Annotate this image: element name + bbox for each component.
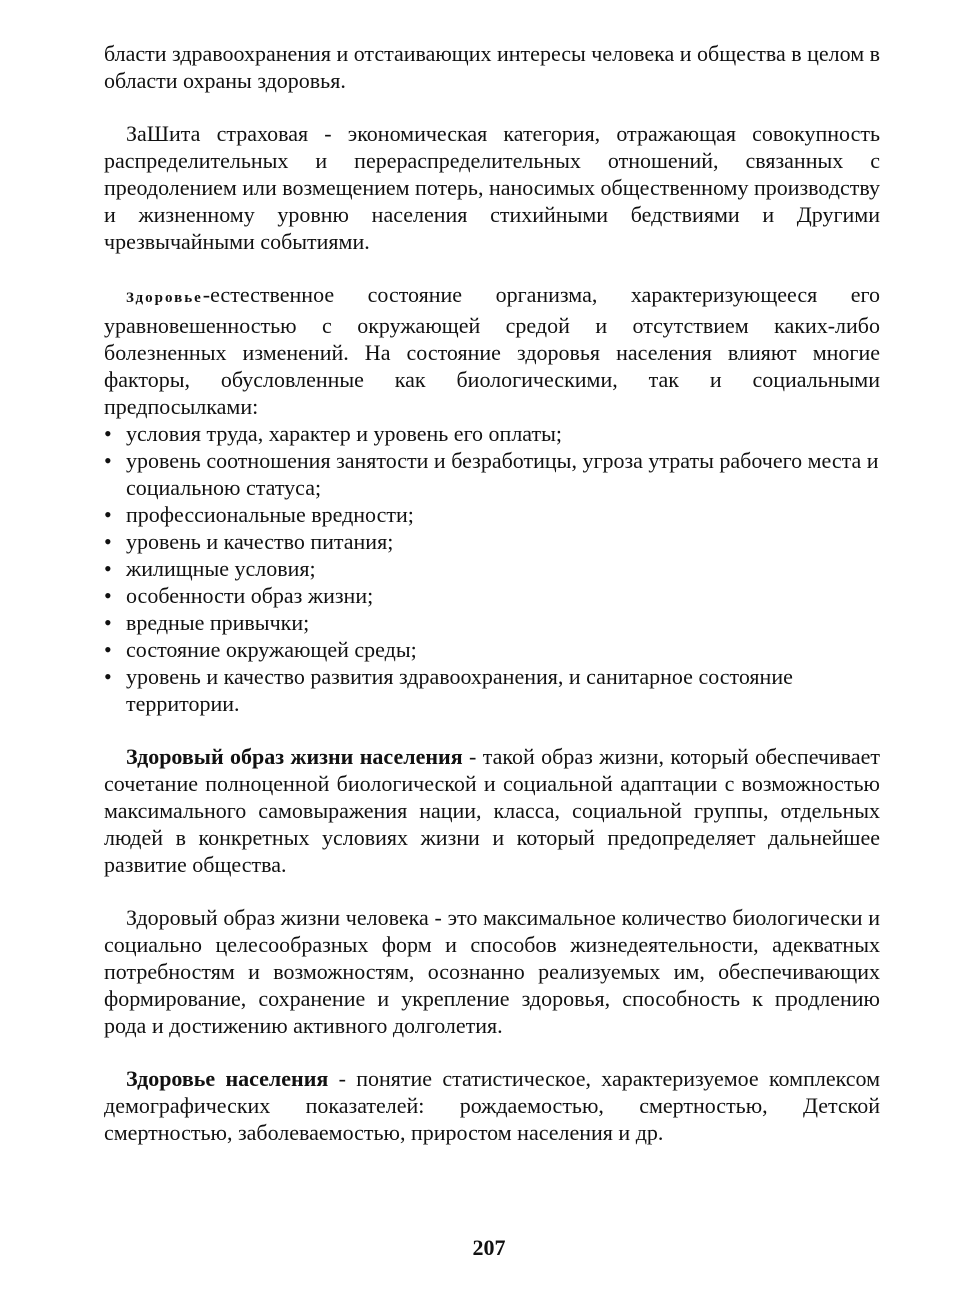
bullet-icon: • <box>104 637 112 662</box>
health-factors-list <box>104 420 880 717</box>
definition-insurance-protection <box>104 120 880 255</box>
list-item <box>104 501 880 528</box>
definition-health-intro <box>104 281 880 420</box>
definition-term: Здоровье <box>126 290 203 306</box>
list-item-text: особенности образ жизни; <box>126 583 374 608</box>
page-number: 207 <box>472 1235 506 1260</box>
definition-text: -естественное состояние организма, характеризующееся его уравновешенностью с окружающей средой и отсутствием каких-либо болезненных изменений. На состояние здоровья населения влияют многие факторы, обусловленные как биологическими, так и социальными предпосылками: <box>104 282 880 419</box>
bullet-icon: • <box>104 610 112 635</box>
list-item-text: состояние окружающей среды; <box>126 637 417 662</box>
bullet-icon: • <box>104 664 112 689</box>
definition-term: Здоровый образ жизни человека <box>126 905 429 930</box>
list-item <box>104 636 880 663</box>
definition-term: Здоровый образ жизни населения <box>126 744 463 769</box>
list-item-text: уровень и качество питания; <box>126 529 394 554</box>
definition-text: - понятие статистическое, характеризуемое комплексом демографических показателей: рождаемостью, смертностью, Детской смертностью, заболеваемостью, приростом населения и др. <box>104 1066 880 1145</box>
definition-healthy-lifestyle-population <box>104 743 880 878</box>
list-item <box>104 555 880 582</box>
bullet-icon: • <box>104 502 112 527</box>
list-item <box>104 447 880 501</box>
list-item <box>104 609 880 636</box>
list-item <box>104 582 880 609</box>
bullet-icon: • <box>104 421 112 446</box>
paragraph-continuation <box>104 40 880 94</box>
bullet-icon: • <box>104 583 112 608</box>
definition-text: - это максимальное количество биологически и социально целесообразных форм и способов жизнедеятельности, адекватных потребностям и возможностям, осознанно реализуемых им, обеспечивающих формирование, сохранение и укрепление здоровья, способность к продлению рода и достижению активного долголетия. <box>104 905 881 1038</box>
list-item-text: жилищные условия; <box>126 556 316 581</box>
definition-text: - экономическая категория, отражающая совокупность распределительных и перераспределительных отношений, связанных с преодолением или возмещением потерь, наносимых общественному производству и жизненному уровню населения стихийными бедствиями и Другими чрезвычайными событиями. <box>104 121 880 254</box>
list-item-text: условия труда, характер и уровень его оплаты; <box>126 421 563 446</box>
list-item <box>104 420 880 447</box>
bullet-icon: • <box>104 448 112 473</box>
definition-healthy-lifestyle-person <box>104 904 880 1039</box>
definition-term: Здоровье населения <box>126 1066 329 1091</box>
list-item-text: уровень соотношения занятости и безработицы, угроза утраты рабочего места и социальною статуса; <box>126 448 879 500</box>
list-item <box>104 663 880 717</box>
definition-text: - такой образ жизни, который обеспечивает сочетание полноценной биологической и социальной адаптации с возможностью максимального самовыражения нации, класса, социальной группы, отдельных людей в конкретных условиях жизни и который предопределяет дальнейшее развитие общества. <box>104 744 880 877</box>
list-item-text: уровень и качество развития здравоохранения, и санитарное состояние территории. <box>126 664 793 716</box>
list-item <box>104 528 880 555</box>
definition-term: ЗаШита страховая <box>126 121 309 146</box>
definition-population-health <box>104 1065 880 1146</box>
list-item-text: профессиональные вредности; <box>126 502 414 527</box>
paragraph-text: бласти здравоохранения и отстаивающих интересы человека и общества в целом в области охраны здоровья. <box>104 41 881 93</box>
bullet-icon: • <box>104 529 112 554</box>
list-item-text: вредные привычки; <box>126 610 310 635</box>
bullet-icon: • <box>104 556 112 581</box>
definition-health <box>104 281 880 717</box>
document-page <box>104 40 880 1146</box>
